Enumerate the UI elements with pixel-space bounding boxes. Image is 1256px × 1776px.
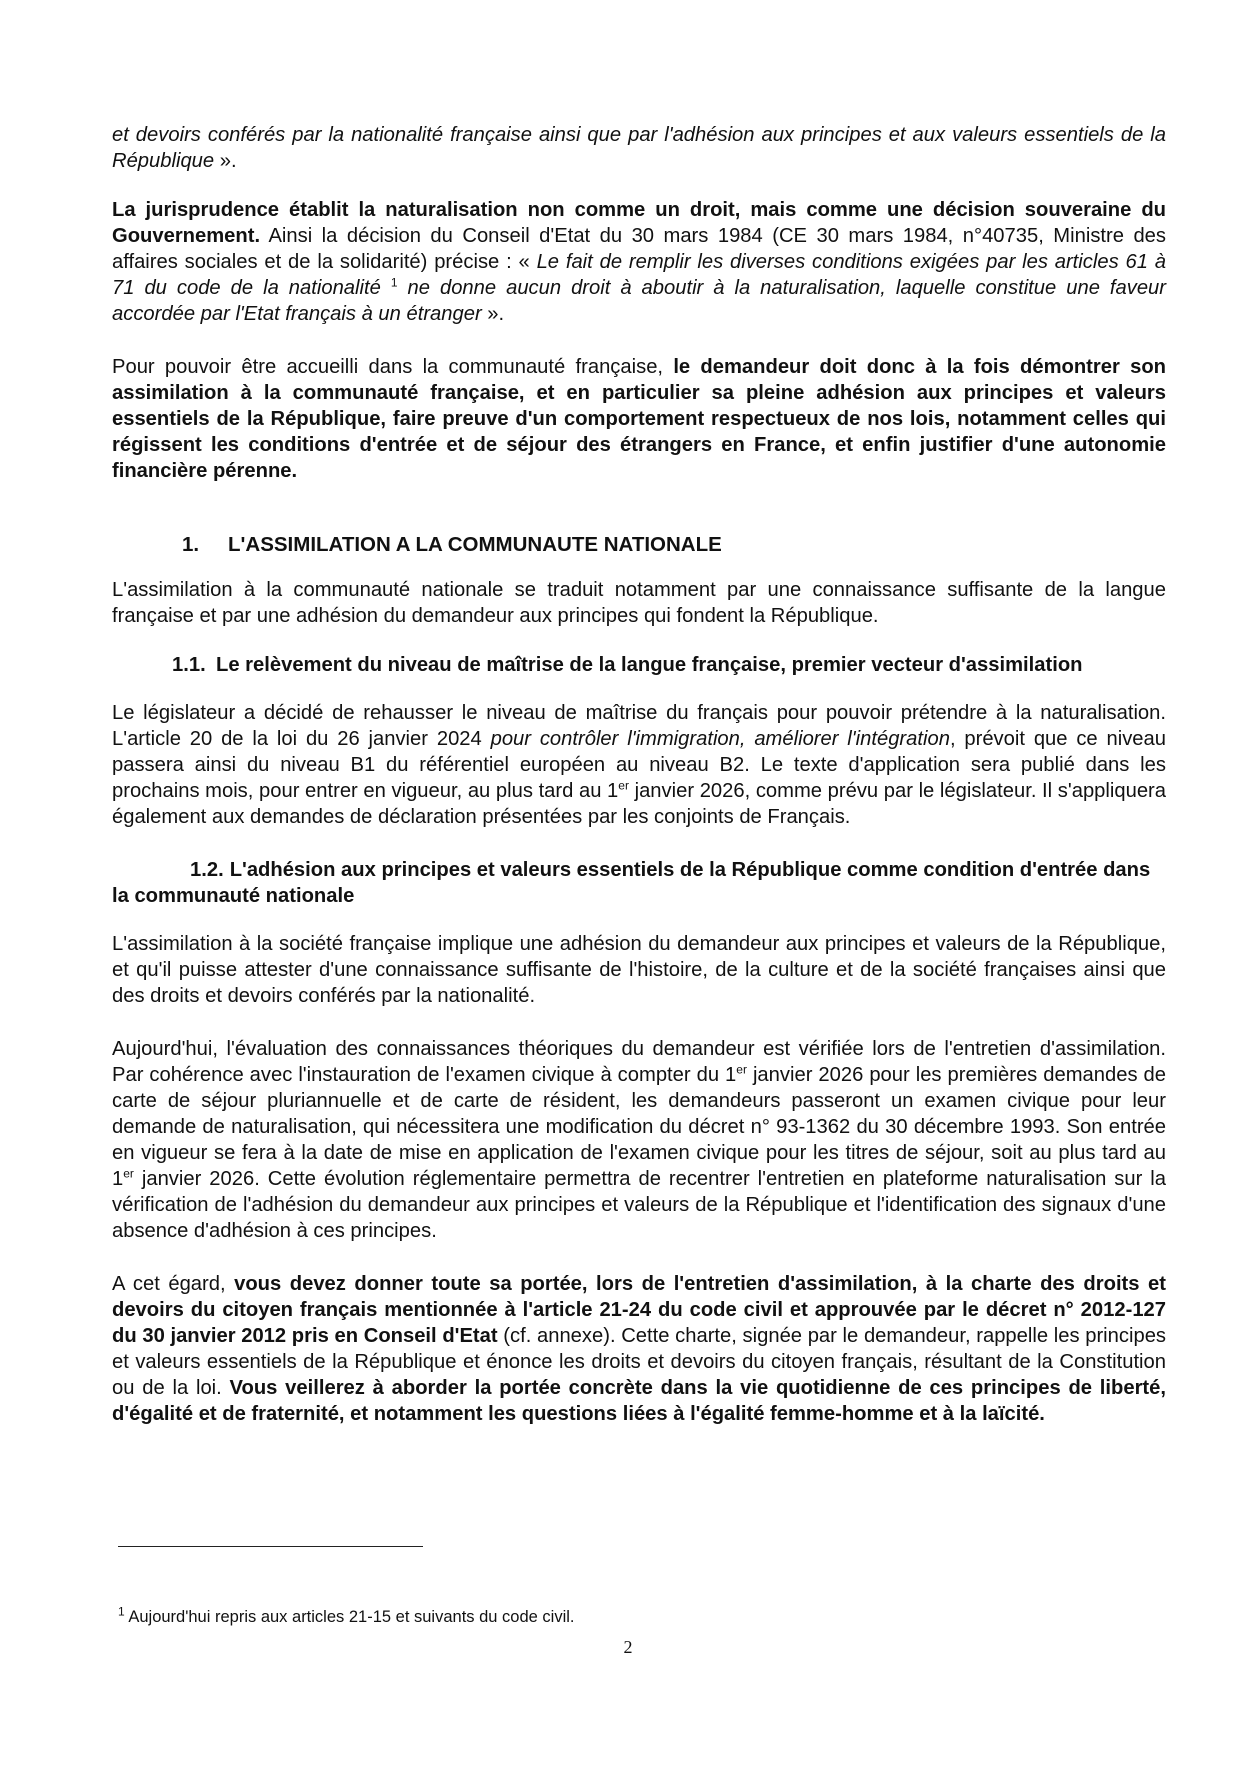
section-1-title: L'ASSIMILATION A LA COMMUNAUTE NATIONALE [228, 533, 722, 556]
section-1-2-number: 1.2. [190, 859, 224, 881]
ce-quote-part-b: ne donne aucun droit à aboutir à la naturalisation, laquelle constitue une faveur accordée par l'Etat français à un étranger [112, 277, 1167, 325]
section-1-1-number: 1.1. [172, 654, 206, 676]
footnote-marker: 1 [118, 1604, 125, 1619]
footnote-separator [118, 1546, 423, 1547]
section-1-2-paragraph-2: Aujourd'hui, l'évaluation des connaissances théoriques du demandeur est vérifiée lors de l'entretien d'assimilation. Par cohérence avec l'instauration de l'examen civique à compter du 1er janvier 2026 pour les premières demandes de carte de séjour pluriannuelle et de carte de résident, les demandeurs passeront un examen civique pour leur demande de naturalisation, qui nécessitera une modification du décret n° 93-1362 du 30 décembre 1993. Son entrée en vigueur se fera à la date de mise en application de l'examen civique pour les titres de séjour, soit au plus tard au 1er janvier 2026. Cette évolution réglementaire permettra de recentrer l'entretien en plateforme naturalisation sur la vérification de l'adhésion du demandeur aux principes et valeurs de la République et l'identification des signaux d'une absence d'adhésion à ces principes. [112, 1038, 1166, 1242]
ce-quote-part-a: Le fait de remplir les diverses conditions exigées par les articles 61 à 71 du code de la nationalité [112, 251, 1166, 299]
footnote-text: Aujourd'hui repris aux articles 21-15 et suivants du code civil. [124, 1608, 575, 1626]
instructions-bold: Vous veillerez à aborder la portée concrète dans la vie quotidienne de ces principes de liberté, d'égalité et de fraternité, et notamment les questions liées à l'égalité femme-homme et à la laïcité. [112, 1377, 1166, 1425]
law-title: pour contrôler l'immigration, améliorer l'intégration [490, 728, 950, 750]
section-1-2-heading [112, 857, 1166, 909]
section-1-2-paragraph-1: L'assimilation à la société française implique une adhésion du demandeur aux principes et valeurs de la République, et qu'il puisse attester d'une connaissance suffisante de l'histoire, de la culture et de la société françaises ainsi que des droits et devoirs conférés par la nationalité. [112, 933, 1166, 1007]
requirements-bold: le demandeur doit donc à la fois démontrer son assimilation à la communauté française, et en particulier sa pleine adhésion aux principes et valeurs essentiels de la République, faire preuve d'un comportement respectueux de nos lois, notamment celles qui régissent les conditions d'entrée et de séjour des étrangers en France, et enfin justifier d'une autonomie financière pérenne. [112, 356, 1166, 482]
section-1-1-paragraph: Le législateur a décidé de rehausser le niveau de maîtrise du français pour pouvoir prétendre à la naturalisation. L'article 20 de la loi du 26 janvier 2024 pour contrôler l'immigration, améliorer l'intégration, prévoit que ce niveau passera ainsi du niveau B1 du référentiel européen au niveau B2. Le texte d'application sera publié dans les prochains mois, pour entrer en vigueur, au plus tard au 1er janvier 2026, comme prévu par le législateur. Il s'appliquera également aux demandes de déclaration présentées par les conjoints de Français. [112, 702, 1167, 828]
section-1-heading [182, 532, 1166, 558]
requirements-paragraph: Pour pouvoir être accueilli dans la communauté française, le demandeur doit donc à la fois démontrer son assimilation à la communauté française, et en particulier sa pleine adhésion aux principes et valeurs essentiels de la République, faire preuve d'un comportement respectueux de nos lois, notamment celles qui régissent les conditions d'entrée et de séjour des étrangers en France, et enfin justifier d'une autonomie financière pérenne. [112, 356, 1166, 482]
section-1-number: 1. [182, 533, 200, 556]
intro-paragraph: et devoirs conférés par la nationalité française ainsi que par l'adhésion aux principes et aux valeurs essentiels de la République ». [112, 124, 1166, 172]
footnote-ref[interactable]: 1 [390, 275, 398, 290]
section-1-2-title: L'adhésion aux principes et valeurs essentiels de la République comme condition d'entrée dans la communauté nationale [112, 859, 1151, 907]
charter-bold: vous devez donner toute sa portée, lors de l'entretien d'assimilation, à la charte des droits et devoirs du citoyen français mentionnée à l'article 21-24 du code civil et approuvée par le décret n° 2012-127 du 30 janvier 2012 pris en Conseil d'Etat [112, 1273, 1166, 1347]
section-1-1-heading [172, 652, 1166, 678]
footnote [118, 1606, 575, 1628]
page-number: 2 [623, 1637, 633, 1657]
section-1-intro: L'assimilation à la communauté nationale se traduit notamment par une connaissance suffisante de la langue française et par une adhésion du demandeur aux principes qui fondent la République. [112, 579, 1166, 627]
jurisprudence-paragraph: La jurisprudence établit la naturalisation non comme un droit, mais comme une décision souveraine du Gouvernement. Ainsi la décision du Conseil d'Etat du 30 mars 1984 (CE 30 mars 1984, n°40735, Ministre des affaires sociales et de la solidarité) précise : « Le fait de remplir les diverses conditions exigées par les articles 61 à 71 du code de la nationalité $^1$ ne donne aucun droit à aboutir à la naturalisation, laquelle constitue une faveur accordée par l'Etat français à un étranger ». [112, 199, 1167, 325]
intro-quote: et devoirs conférés par la nationalité française ainsi que par l'adhésion aux principes et aux valeurs essentiels de la République [112, 124, 1166, 172]
section-1-1-title: Le relèvement du niveau de maîtrise de la langue française, premier vecteur d'assimilation [216, 654, 1083, 676]
section-1-2-paragraph-3: A cet égard, vous devez donner toute sa portée, lors de l'entretien d'assimilation, à la charte des droits et devoirs du citoyen français mentionnée à l'article 21-24 du code civil et approuvée par le décret n° 2012-127 du 30 janvier 2012 pris en Conseil d'Etat (cf. annexe). Cette charte, signée par le demandeur, rappelle les principes et valeurs essentiels de la République et énonce les droits et devoirs du citoyen français, résultant de la Constitution ou de la loi. Vous veillerez à aborder la portée concrète dans la vie quotidienne de ces principes de liberté, d'égalité et de fraternité, et notamment les questions liées à l'égalité femme-homme et à la laïcité. [112, 1273, 1167, 1425]
jurisprudence-bold: La jurisprudence établit la naturalisation non comme un droit, mais comme une décision souveraine du Gouvernement. [112, 199, 1166, 247]
